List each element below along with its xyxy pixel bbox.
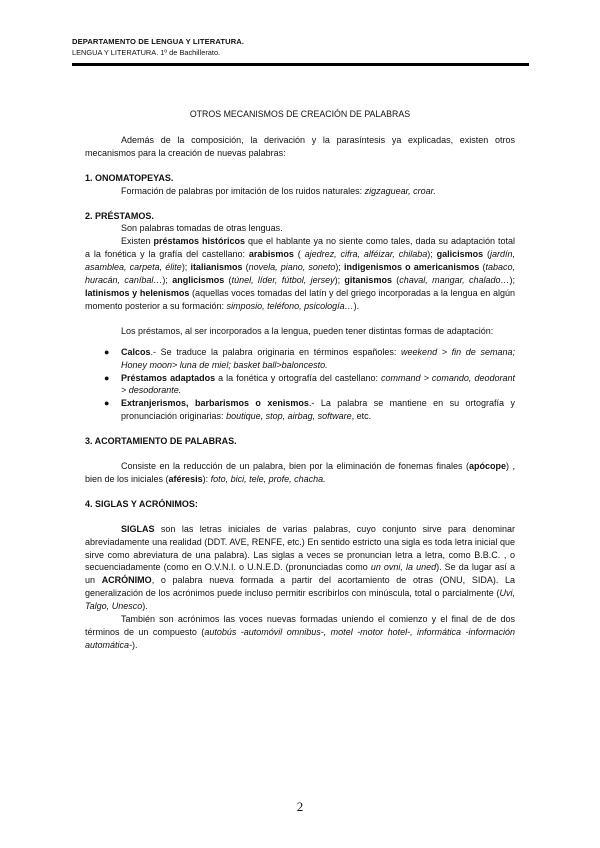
section-2-paragraph: Existen préstamos históricos que el hablante ya no siente como tales, dada su adaptación total a la fonética y la grafía del castellano: arabismos ( ajedrez, cifra, alféizar, chilaba); galicismos (jardín, asamblea, carpeta, élite); italianismos (novela, piano, soneto); indigenismos o americanismos (tabaco, huracán, caníbal…); anglicismos (túnel, líder, fútbol, jersey); gitanismos (chaval, mangar, chalado…); latinismos y helenismos (aquellas voces tomadas del latín y del griego incorporadas a la lengua en algún momento posterior a su formación: simposio, teléfono, psicología…). [85,236,516,311]
section-4-paragraph-2: También son acrónimos las voces nuevas formadas uniendo el comienzo y el final de de dos términos de un compuesto (autobús -automóvil omnibus-, motel -motor hotel-, informática -información automática-). [85,614,515,650]
page-number: 2 [296,799,304,814]
section-4-paragraph: SIGLAS son las letras iniciales de varias palabras, cuyo conjunto sirve para denominar abreviadamente una realidad (DDT. AVE, RENFE, etc.) En sentido estricto una sigla es toda letra inicial que sirve como abreviatura de una palabra). Las siglas a veces se pronuncian letra a letra, como B.B.C. , o secuenciadamente (como en O.V.N.I. o U.N.E.D. (pronunciadas como un ovni, la uned). Se da lugar así a un ACRÓNIMO, o palabra nueva formada a partir del acortamiento de otras (ONU, SIDA). La generalización de los acrónimos puede incluso permitir escribirlos con minúscula, total o parcialmente (Uvi, Talgo, Unesco). [85,523,516,612]
intro-paragraph: Además de la composición, la derivación y la parasíntesis ya explicadas, existen otros mecanismos para la creación de nuevas palabras: [85,134,515,158]
section-3-paragraph: Consiste en la reducción de un palabra, bien por la eliminación de fonemas finales (apócope) , bien de los iniciales (aféresis): foto, bici, tele, profe, chacha. [85,461,515,484]
section-2-heading: 2. PRÉSTAMOS. [85,210,154,221]
bullet-icon: ● [104,346,110,357]
section-2-intro: Son palabras tomadas de otras lenguas. [121,223,283,234]
bullet-icon: ● [104,398,110,409]
section-1-heading: 1. ONOMATOPEYAS. [85,172,174,183]
section-4-heading: 4. SIGLAS Y ACRÓNIMOS: [85,498,198,509]
adaptation-list [85,346,515,423]
list-item: ● Calcos.- Se traduce la palabra originaria en términos españoles: weekend > fin de semana; Honey moon> luna de miel; basket ball>baloncesto. [104,346,515,370]
bullet-icon: ● [104,372,110,383]
course-subtitle: LENGUA Y LITERATURA. 1º de Bachillerato. [72,48,221,57]
document-body [85,108,515,652]
list-item: ● Extranjerismos, barbarismos o xenismos.- La palabra se mantiene en su ortografía y pronunciación originarias: boutique, stop, airbag, software, etc. [104,398,515,422]
section-1-text: Formación de palabras por imitación de los ruidos naturales: zigzaguear, croar. [121,185,436,196]
list-item: ● Préstamos adaptados a la fonética y ortografía del castellano: command > comando, deodorant > desodorante. [104,372,515,396]
page-header [72,36,529,66]
section-3-heading: 3. ACORTAMIENTO DE PALABRAS. [85,436,237,447]
header-rule [72,63,529,66]
department-title: DEPARTAMENTO DE LENGUA Y LITERATURA. [72,37,245,46]
document-title: OTROS MECANISMOS DE CREACIÓN DE PALABRAS [189,109,411,119]
adaptation-paragraph: Los préstamos, al ser incorporados a la lengua, pueden tener distintas formas de adaptación: [121,325,494,336]
